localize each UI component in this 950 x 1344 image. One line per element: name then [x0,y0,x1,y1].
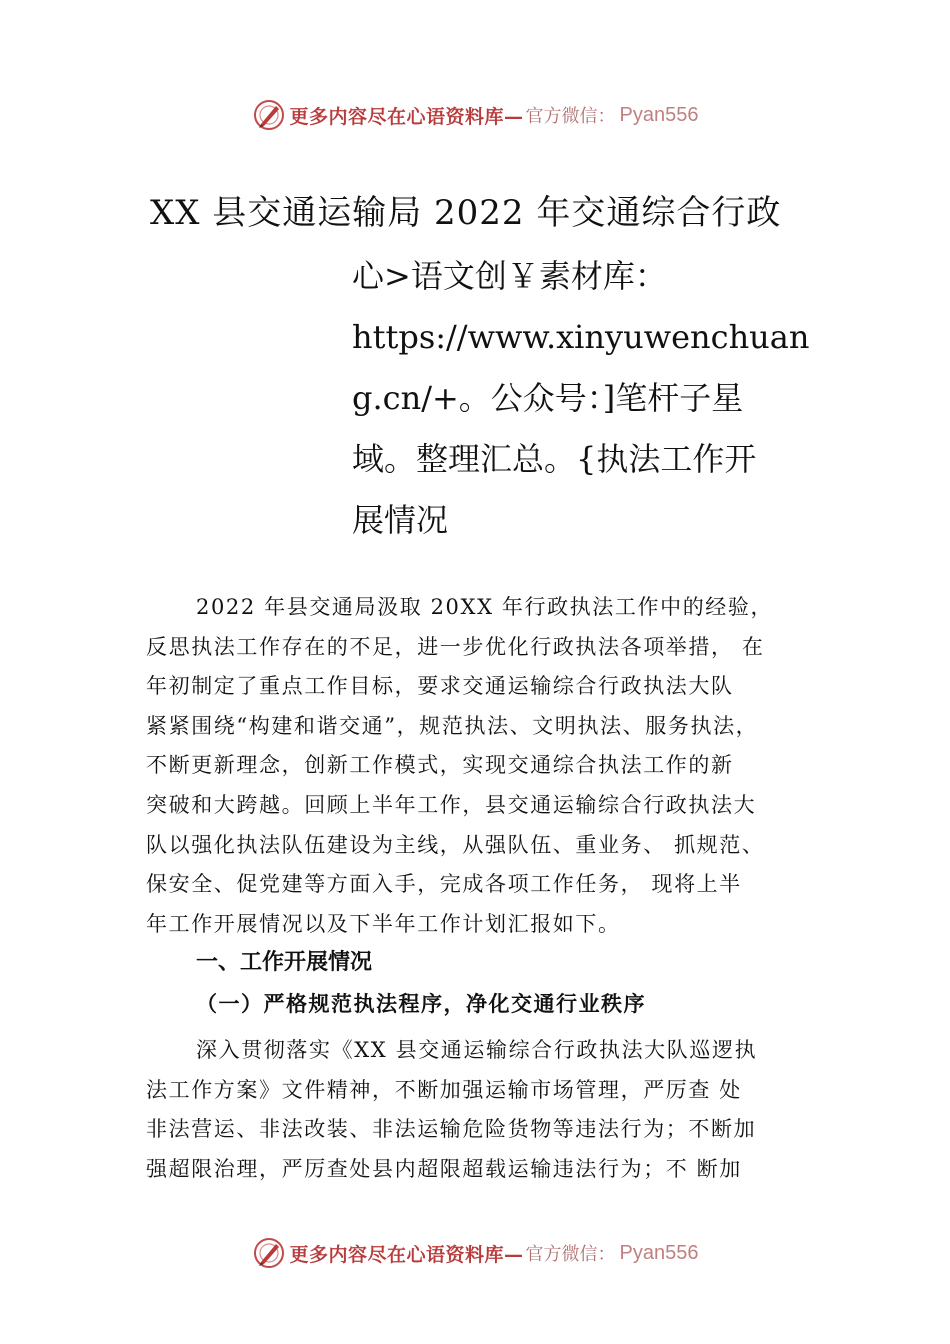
section-heading: 一、工作开展情况 [196,950,373,975]
title-line: https://www.xinyuwenchuan [352,318,810,356]
title-line: 心>语文创￥素材库： [352,257,667,295]
footer-banner [0,1233,950,1273]
title-line: 展情况 [352,501,449,539]
title-line: 域。整理汇总。{执法工作开 [352,440,757,478]
pen-logo-icon [252,1236,286,1270]
header-banner [0,95,950,135]
paragraph-line: 年初制定了重点工作目标，要求交通运输综合行政执法大队 [146,674,734,699]
paragraph-line: 强超限治理，严厉查处县内超限超载运输违法行为；不 断加 [146,1156,742,1181]
paragraph-line: 深入贯彻落实《XX 县交通运输综合行政执法大队巡逻执 [196,1038,758,1062]
paragraph-line: 不断更新理念，创新工作模式，实现交通综合执法工作的新 [146,753,734,778]
banner-wechat-label: 官方微信： [525,1244,616,1265]
paragraph-line: 反思执法工作存在的不足，进一步优化行政执法各项举措， 在 [146,634,765,659]
body-paragraph [146,1031,836,1189]
banner-wechat-id: Pyan556 [619,103,699,126]
banner-text: 更多内容尽在心语资料库— [289,105,524,128]
paragraph-line: 队以强化执法队伍建设为主线，从强队伍、重业务、 抓规范、 [146,832,765,857]
paragraph-line: 突破和大跨越。回顾上半年工作，县交通运输综合行政执法大 [146,792,757,817]
banner-wechat-label: 官方微信： [525,106,616,127]
paragraph-line: 非法营运、非法改装、非法运输危险货物等违法行为；不断加 [146,1117,757,1142]
paragraph-line: 2022 年县交通局汲取 20XX 年行政执法工作中的经验， [196,595,774,619]
subsection-heading: （一）严格规范执法程序，净化交通行业秩序 [196,991,646,1016]
banner-text: 更多内容尽在心语资料库— [289,1243,524,1266]
paragraph-line: 年工作开展情况以及下半年工作计划汇报如下。 [146,911,621,936]
title-line: g.cn/+。公众号：]笔杆子星 [352,379,744,417]
document-title: XX 县交通运输局 2022 年交通综合行政 [150,193,782,233]
intro-paragraph [146,588,836,944]
pen-logo-icon [252,98,286,132]
paragraph-line: 保安全、促党建等方面入手，完成各项工作任务， 现将上半 [146,872,742,897]
banner-wechat-id: Pyan556 [619,1241,699,1264]
paragraph-line: 法工作方案》文件精神，不断加强运输市场管理，严厉查 处 [146,1077,742,1102]
paragraph-line: 紧紧围绕“构建和谐交通”，规范执法、文明执法、服务执法， [146,713,759,738]
document-title-continuation [352,246,810,551]
